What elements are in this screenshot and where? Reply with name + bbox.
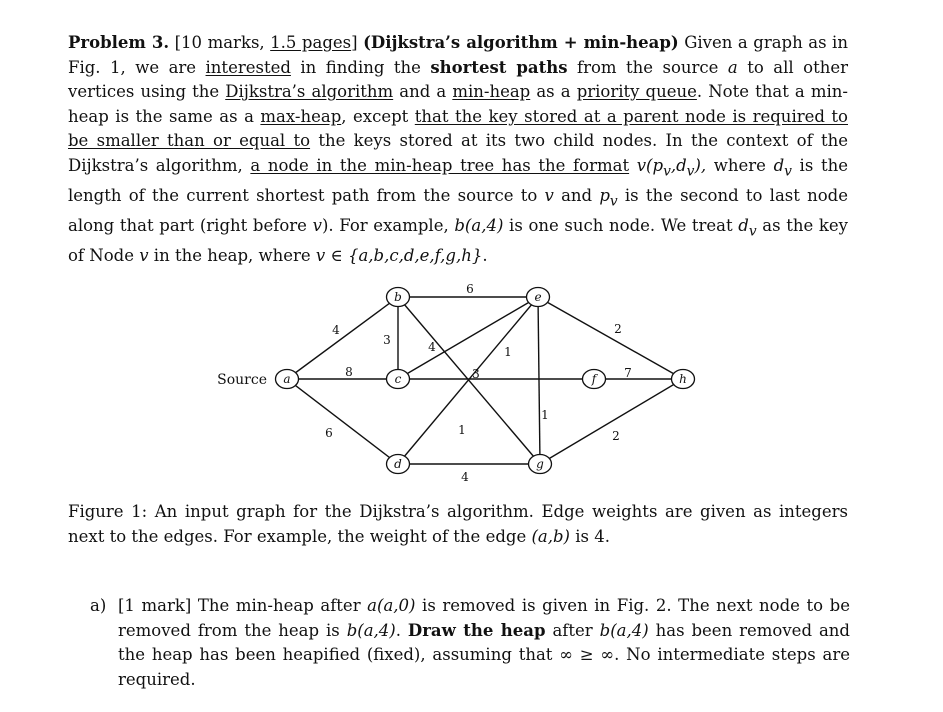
marks-close: ] bbox=[351, 33, 358, 52]
text: has been removed and the heap has been heapified (fixed), assuming that bbox=[118, 620, 850, 665]
text: is one such node. We treat bbox=[503, 215, 739, 235]
text: and a bbox=[393, 82, 453, 102]
text: is the length of the current shortest path from the source to bbox=[68, 155, 848, 205]
text: as a bbox=[530, 82, 577, 102]
edge-weight-c-f: 3 bbox=[472, 367, 480, 381]
pages-count: 1.5 pages bbox=[270, 33, 352, 52]
text: in the heap, where bbox=[148, 245, 316, 265]
problem-heading: Problem 3. bbox=[68, 33, 170, 52]
edge-a-b bbox=[287, 297, 398, 379]
node-a bbox=[276, 370, 299, 389]
edge-c-e bbox=[398, 297, 538, 379]
math-example: b(a,4) bbox=[454, 215, 504, 235]
text: . bbox=[482, 245, 488, 265]
math-var: v bbox=[139, 245, 149, 265]
text: as the key of Node bbox=[68, 215, 849, 265]
edge-weight-b-c: 3 bbox=[383, 333, 391, 347]
node-label-d: d bbox=[394, 457, 402, 471]
text: where bbox=[706, 155, 774, 175]
math: p bbox=[599, 185, 610, 205]
text: and bbox=[553, 185, 600, 205]
figure-caption bbox=[68, 500, 848, 549]
math-sub: v bbox=[784, 163, 792, 180]
edge-weight-f-h: 7 bbox=[624, 366, 632, 380]
math: b(a,4) bbox=[346, 620, 396, 640]
math-sub: v bbox=[748, 223, 757, 240]
graph-edges bbox=[287, 297, 683, 464]
text: the keys stored at its two child nodes. In the context of the Dijkstra’s algorithm, bbox=[68, 131, 848, 175]
math: v(p bbox=[636, 155, 664, 175]
caption-text: Figure 1: An input graph for the Dijkstra’s algorithm. Edge weights are given as integers next to the edges. For example, the weight of the edge bbox=[68, 502, 848, 546]
text: . Note that a min-heap is the same as a bbox=[68, 82, 848, 126]
math: ,d bbox=[670, 155, 687, 175]
text: is removed is given in Fig. 2. The next node to be removed from the heap is bbox=[118, 596, 850, 640]
problem-topic: (Dijkstra’s algorithm + min-heap) bbox=[363, 33, 679, 52]
edge-weight-b-e: 6 bbox=[466, 282, 474, 296]
text: . bbox=[395, 620, 408, 640]
question-label: a) bbox=[90, 596, 107, 615]
edge-weight-a-c: 8 bbox=[345, 365, 353, 379]
underlined-text: max-heap bbox=[260, 106, 342, 126]
marks-open: [10 marks, bbox=[174, 33, 271, 52]
underlined-text: priority queue bbox=[576, 82, 697, 102]
edge-e-g bbox=[538, 297, 540, 464]
node-label-h: h bbox=[679, 372, 687, 386]
text: , except bbox=[341, 106, 415, 126]
math-sub: v bbox=[663, 163, 671, 180]
text: Given a graph as in Fig. 1, we are bbox=[68, 33, 848, 77]
edge-g-h bbox=[540, 379, 683, 464]
edge-weight-a-b: 4 bbox=[332, 323, 340, 337]
edge-weight-d-g: 4 bbox=[461, 470, 469, 484]
math-edge: (a,b) bbox=[531, 526, 570, 546]
text: . No intermediate steps are required. bbox=[118, 645, 850, 689]
question-a bbox=[90, 594, 850, 692]
text: in finding the bbox=[290, 57, 431, 77]
node-h bbox=[672, 370, 695, 389]
edge-e-h bbox=[538, 297, 683, 379]
edge-weight-g-h: 2 bbox=[612, 429, 620, 443]
underlined-text: that the key stored at a parent node is required to be smaller than or equal to bbox=[68, 106, 848, 151]
bold-text: Draw the heap bbox=[407, 620, 546, 640]
node-label-f: f bbox=[591, 372, 597, 386]
node-label-a: a bbox=[283, 372, 291, 386]
node-g bbox=[529, 455, 552, 474]
math-var: a bbox=[727, 57, 738, 77]
underlined-text: a node in the min-heap tree has the format bbox=[250, 155, 630, 175]
math: b(a,4) bbox=[599, 620, 649, 640]
node-d bbox=[387, 455, 410, 474]
edge-weight-e-g: 1 bbox=[541, 408, 549, 422]
text: to all other vertices using the bbox=[68, 57, 848, 102]
caption-text: is 4. bbox=[570, 526, 610, 546]
math-sub: v bbox=[686, 163, 695, 180]
node-f bbox=[583, 370, 606, 389]
edge-a-d bbox=[287, 379, 398, 464]
text: [1 mark] The min-heap after bbox=[118, 596, 368, 615]
underlined-text: Dijkstra’s algorithm bbox=[225, 82, 394, 102]
bold-text: shortest paths bbox=[430, 57, 568, 77]
edge-weight-a-d: 6 bbox=[325, 426, 333, 440]
underlined-text: min-heap bbox=[452, 82, 531, 102]
source-label: Source bbox=[217, 372, 267, 388]
node-label-e: e bbox=[534, 290, 542, 304]
text: after bbox=[545, 620, 600, 640]
node-label-c: c bbox=[394, 372, 402, 386]
node-b bbox=[387, 288, 410, 307]
math-var: v bbox=[544, 185, 554, 205]
math: a(a,0) bbox=[367, 596, 416, 615]
node-label-b: b bbox=[394, 290, 402, 304]
node-label-g: g bbox=[536, 457, 544, 471]
math-set: v ∈ {a,b,c,d,e,f,g,h} bbox=[315, 245, 483, 265]
edge-weight-c-e: 1 bbox=[504, 345, 512, 359]
text: from the source bbox=[567, 57, 728, 77]
math: ∞ ≥ ∞ bbox=[559, 645, 615, 665]
edge-weight-b-g: 4 bbox=[428, 340, 436, 354]
node-e bbox=[527, 288, 550, 307]
math-var: v bbox=[312, 215, 322, 235]
text: is the second to last node along that part (right before bbox=[68, 185, 848, 235]
node-c bbox=[387, 370, 410, 389]
math: ), bbox=[694, 155, 707, 175]
edge-weight-e-h: 2 bbox=[614, 322, 622, 336]
edge-weight-d-e: 1 bbox=[458, 423, 466, 437]
math: d bbox=[738, 215, 749, 235]
math: d bbox=[773, 155, 785, 175]
graph-nodes bbox=[276, 288, 695, 474]
math-sub: v bbox=[609, 193, 618, 210]
underlined-text: interested bbox=[205, 57, 291, 77]
text: ). For example, bbox=[321, 215, 455, 235]
